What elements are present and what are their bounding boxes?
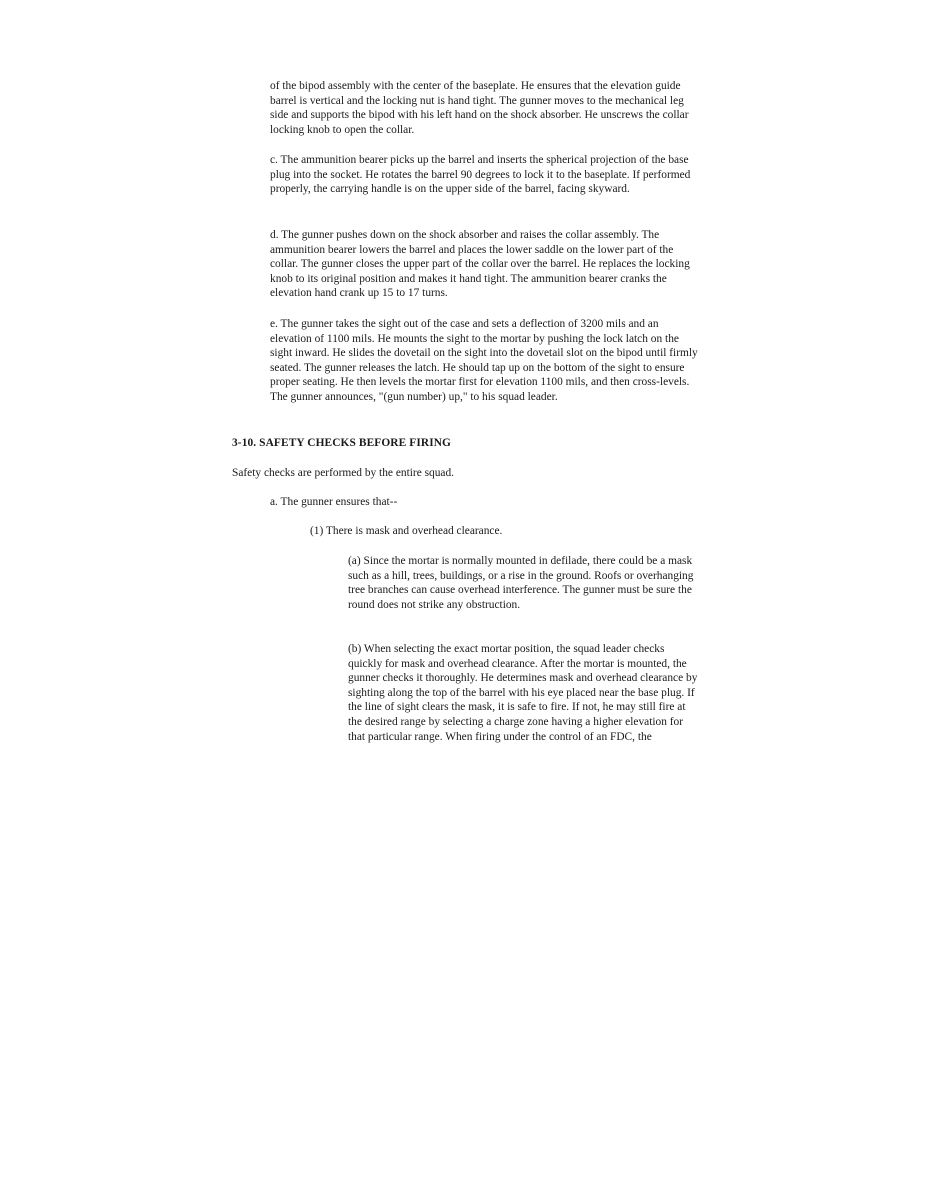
list-item-1b: (b) When selecting the exact mortar position, the squad leader checks quickly for mask and overhead clearance. After the mortar is mounted, the gunner checks it thoroughly. He determines mask and overhead clearance by sighting along the top of the barrel with his eye placed near the base plug. If the line of sight clears the mask, it is safe to fire. If not, he may still fire at the desired range by selecting a charge zone having a higher elevation for that particular range. When firing under the control of an FDC, the [348, 643, 698, 743]
section-heading: 3-10. SAFETY CHECKS BEFORE FIRING [232, 437, 452, 449]
paragraph-bipod-continued: of the bipod assembly with the center of the baseplate. He ensures that the elevation guide barrel is vertical and the locking nut is hand tight. The gunner moves to the mechanical leg side and supports the bipod with his left hand on the shock absorber. He unscrews the collar locking knob to open the collar. [270, 80, 689, 136]
paragraph-step-d: d. The gunner pushes down on the shock absorber and raises the collar assembly. The ammunition bearer lowers the barrel and places the lower saddle on the lower part of the collar. The gunner closes the upper part of the collar over the barrel. He replaces the locking knob to its original position and makes it hand tight. The ammunition bearer cranks the elevation hand crank up 15 to 17 turns. [270, 229, 690, 300]
list-item-1a: (a) Since the mortar is normally mounted in defilade, there could be a mask such as a hill, trees, buildings, or a rise in the ground. Roofs or overhanging tree branches can cause overhead interference. The gunner must be sure the round does not strike any obstruction. [348, 555, 694, 611]
section-intro: Safety checks are performed by the entire squad. [232, 467, 455, 479]
paragraph-step-e: e. The gunner takes the sight out of the case and sets a deflection of 3200 mils and an elevation of 1100 mils. He mounts the sight to the mortar by pushing the lock latch on the sight inward. He slides the dovetail on the sight into the dovetail slot on the bipod until firmly seated. The gunner releases the latch. He should tap up on the bottom of the sight to ensure proper seating. He then levels the mortar first for elevation 1100 mils, and then cross-levels. The gunner announces, "(gun number) up," to his squad leader. [270, 318, 698, 403]
list-item-a: a. The gunner ensures that-- [270, 496, 398, 508]
list-item-1: (1) There is mask and overhead clearance. [310, 525, 503, 537]
paragraph-step-c: c. The ammunition bearer picks up the barrel and inserts the spherical projection of the base plug into the socket. He rotates the barrel 90 degrees to lock it to the baseplate. If performed properly, the carrying handle is on the upper side of the barrel, facing skyward. [270, 154, 691, 196]
